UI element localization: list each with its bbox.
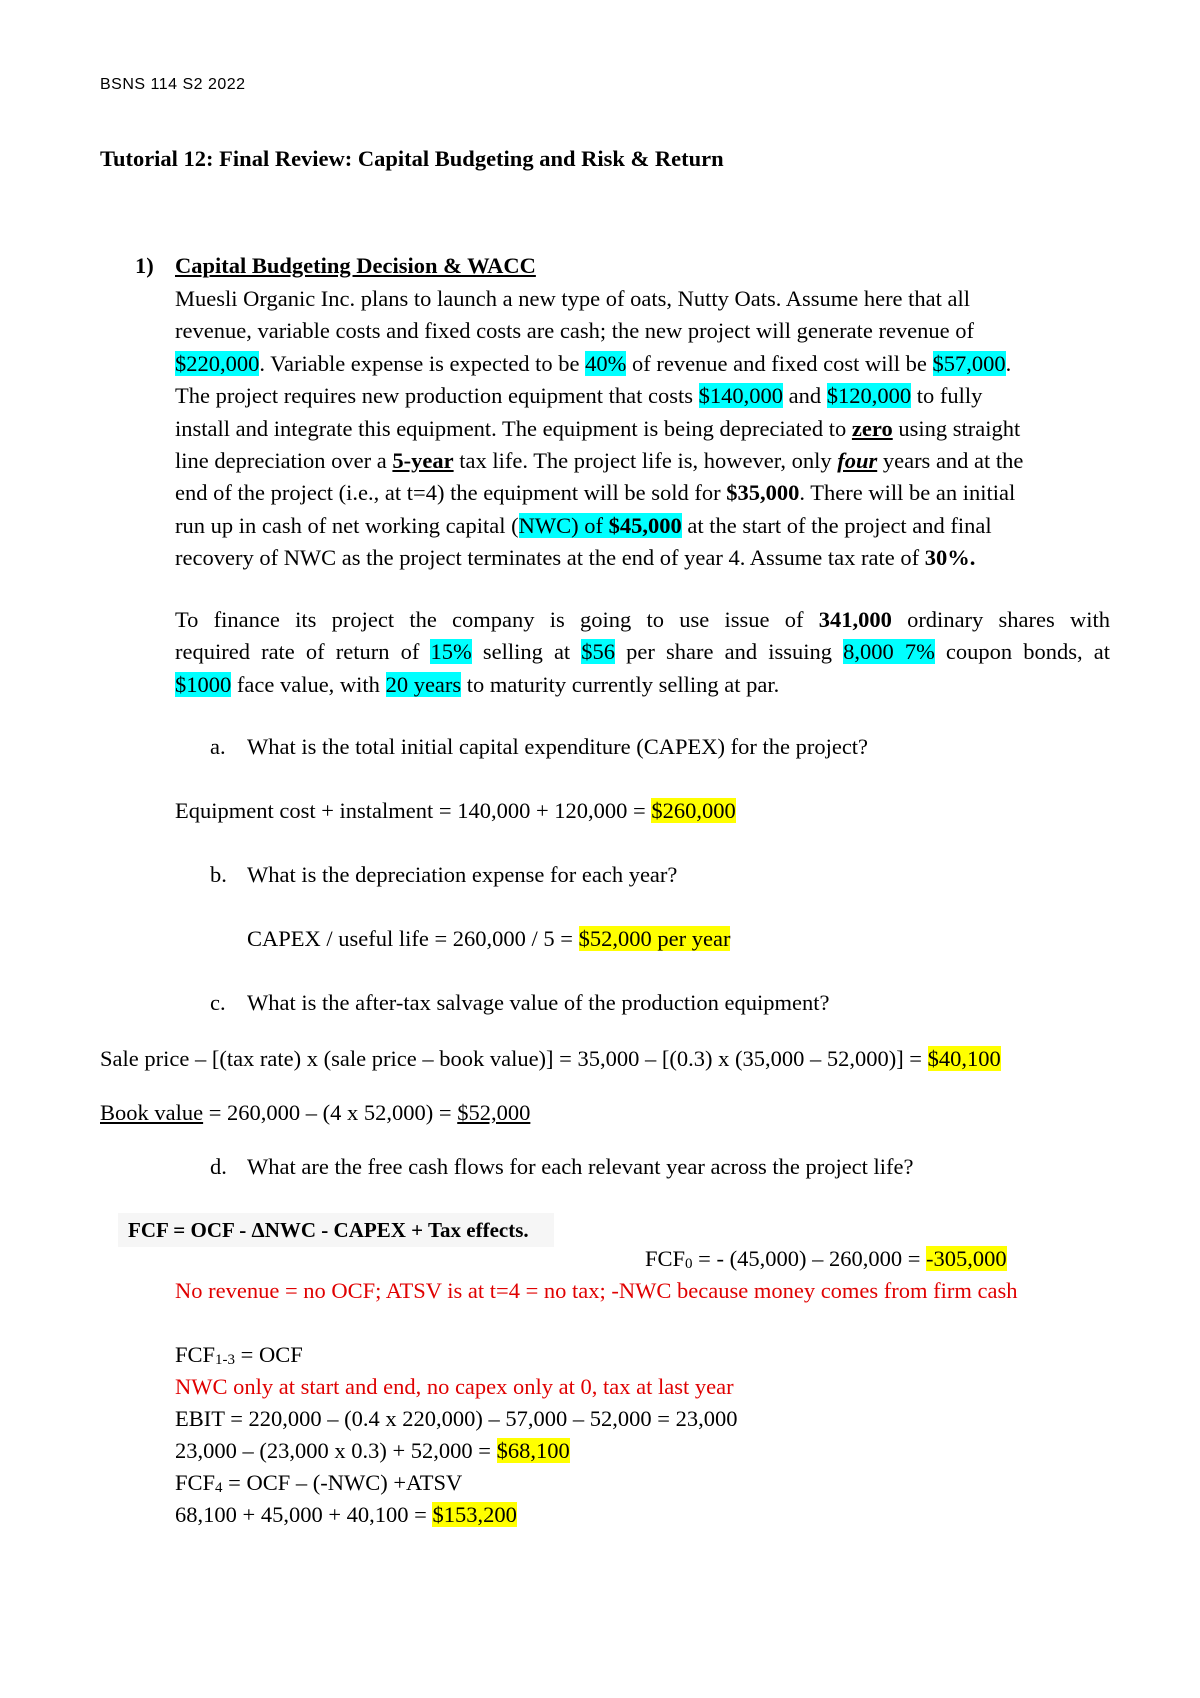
text-line: Muesli Organic Inc. plans to launch a new type of oats, Nutty Oats. Assume here that all	[175, 286, 971, 311]
part-b-question: What is the depreciation expense for each year?	[247, 862, 678, 887]
part-a-question: What is the total initial capital expenditure (CAPEX) for the project?	[247, 734, 869, 759]
highlight-required-return: 15%	[430, 639, 472, 665]
book-value-line: Book value = 260,000 – (4 x 52,000) = $52,000	[100, 1100, 531, 1125]
text-line: To finance its project the company is going to use issue of 341,000 ordinary shares with	[175, 607, 1111, 632]
highlight-bonds: 8,000 7%	[843, 639, 935, 665]
highlight-install: $120,000	[826, 383, 912, 409]
fcf13-note: NWC only at start and end, no capex only at 0, tax at last year	[175, 1374, 734, 1399]
fcf13-line: FCF1-3 = OCF	[175, 1342, 303, 1368]
text-line: end of the project (i.e., at t=4) the equipment will be sold for $35,000. There will be an initial	[175, 480, 1016, 506]
part-c-answer: Sale price – [(tax rate) x (sale price – book value)] = 35,000 – [(0.3) x (35,000 – 52,000)] = $40,100	[100, 1046, 1001, 1071]
highlight-revenue: $220,000	[175, 350, 260, 376]
highlight-capex-result: $260,000	[651, 798, 736, 823]
page-title: Tutorial 12: Final Review: Capital Budgeting and Risk & Return	[100, 146, 724, 171]
highlight-fixed-cost: $57,000	[932, 350, 1006, 376]
emphasis-shares: 341,000	[818, 607, 892, 632]
part-b-label: b.	[210, 862, 227, 887]
highlight-share-price: $56	[581, 639, 616, 665]
highlight-fcf0-result: -305,000	[926, 1246, 1007, 1271]
text-line: run up in cash of net working capital (NWC) of $45,000 at the start of the project and final	[175, 512, 992, 538]
highlight-ocf-result: $68,100	[496, 1438, 570, 1463]
part-d-label: d.	[210, 1154, 227, 1179]
text-line: revenue, variable costs and fixed costs are cash; the new project will generate revenue of	[175, 318, 975, 344]
book-value-label: Book value	[100, 1100, 204, 1125]
fcf4-calc-line: 68,100 + 45,000 + 40,100 = $153,200	[175, 1502, 517, 1527]
emphasis-four: four	[837, 448, 878, 474]
part-b-answer: CAPEX / useful life = 260,000 / 5 = $52,000 per year	[247, 926, 731, 951]
course-header: BSNS 114 S2 2022	[100, 76, 246, 93]
fcf-formula-image: FCF = OCF - ΔNWC - CAPEX + Tax effects.	[118, 1213, 554, 1247]
question-number: 1)	[135, 253, 154, 278]
part-a-answer: Equipment cost + instalment = 140,000 + 120,000 = $260,000	[175, 798, 736, 823]
emphasis-tax-rate: 30%.	[924, 545, 976, 571]
text-line: line depreciation over a 5-year tax life. The project life is, however, only four years and at the	[175, 448, 1024, 474]
book-value-result: $52,000	[457, 1100, 531, 1125]
highlight-face-value: $1000	[175, 671, 232, 697]
highlight-equipment: $140,000	[698, 383, 783, 409]
text-line: required rate of return of 15% selling at $56 per share and issuing 8,000 7% coupon bonds, at	[175, 639, 1111, 665]
question-paragraph-1	[175, 283, 1110, 575]
part-c-question: What is the after-tax salvage value of the production equipment?	[247, 990, 830, 1015]
highlight-maturity: 20 years	[385, 671, 462, 697]
highlight-variable-pct: 40%	[585, 350, 627, 376]
text-line: recovery of NWC as the project terminates at the end of year 4. Assume tax rate of 30%.	[175, 545, 976, 571]
text-line: The project requires new production equipment that costs $140,000 and $120,000 to fully	[175, 383, 983, 409]
text-line: install and integrate this equipment. The equipment is being depreciated to zero using straight	[175, 415, 1021, 441]
highlight-depreciation-result: $52,000 per year	[578, 926, 731, 951]
question-paragraph-2	[175, 604, 1110, 701]
part-a-label: a.	[210, 734, 226, 759]
emphasis-five-year: 5-year	[392, 448, 454, 474]
emphasis-zero: zero	[851, 415, 893, 441]
text-line: $220,000. Variable expense is expected to be 40% of revenue and fixed cost will be $57,000.	[175, 350, 1012, 376]
fcf0-line: FCF0 = - (45,000) – 260,000 = -305,000	[645, 1246, 1007, 1272]
text-line: $1000 face value, with 20 years to maturity currently selling at par.	[175, 671, 780, 697]
highlight-nwc-value: $45,000	[608, 512, 682, 538]
part-c-label: c.	[210, 990, 226, 1015]
fcf0-note: No revenue = no OCF; ATSV is at t=4 = no tax; -NWC because money comes from firm cash	[175, 1278, 1018, 1303]
part-d-question: What are the free cash flows for each relevant year across the project life?	[247, 1154, 914, 1179]
highlight-fcf4-result: $153,200	[432, 1502, 517, 1527]
ebit-line: EBIT = 220,000 – (0.4 x 220,000) – 57,000 – 52,000 = 23,000	[175, 1406, 738, 1431]
highlight-atsv-result: $40,100	[927, 1046, 1001, 1071]
fcf4-line: FCF4 = OCF – (-NWC) +ATSV	[175, 1470, 463, 1496]
ocf-line: 23,000 – (23,000 x 0.3) + 52,000 = $68,100	[175, 1438, 570, 1463]
emphasis-sale-price: $35,000	[726, 480, 800, 506]
highlight-nwc: NWC) of	[518, 512, 609, 538]
question-heading: Capital Budgeting Decision & WACC	[175, 253, 536, 278]
